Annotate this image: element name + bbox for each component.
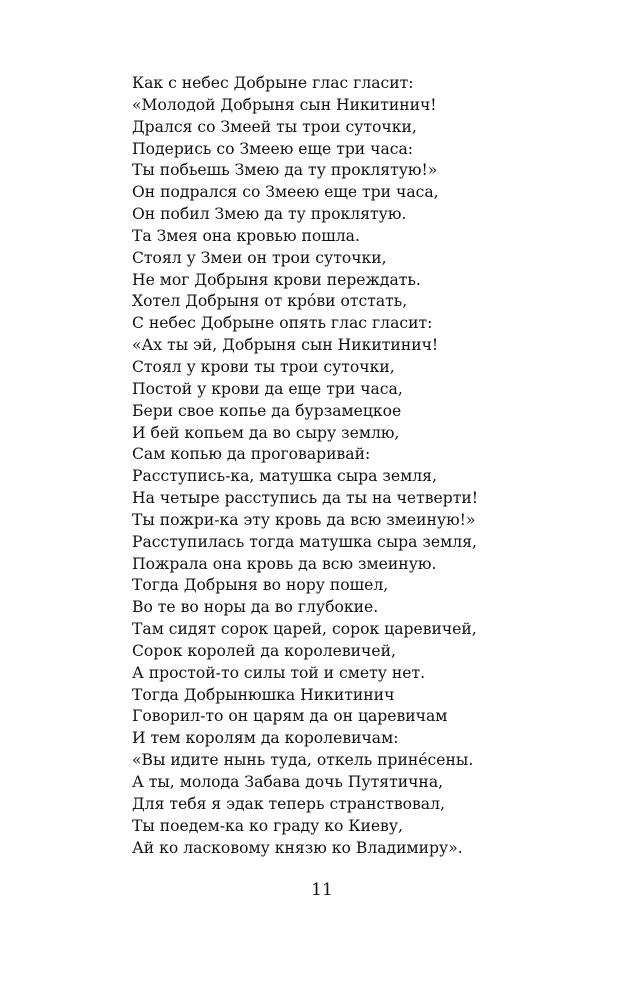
poem-line: Ты пожри-ка эту кровь да всю змеиную!» — [132, 510, 476, 529]
poem-line: Он побил Змею да ту проклятую. — [132, 205, 407, 224]
poem-line: И тем королям да королевичам: — [132, 729, 399, 748]
poem-line: «Молодой Добрыня сын Никитинич! — [132, 95, 437, 114]
poem-line: Стоял у Змеи он трои суточки, — [132, 248, 387, 267]
poem-line: Пожрала она кровь да всю змеиную. — [132, 554, 437, 573]
poem-line: Говорил-то он царям да он царевичам — [132, 707, 448, 726]
poem-line: Хотел Добрыня от кро́ви отстать, — [132, 292, 408, 311]
poem-line: Стоял у крови ты трои суточки, — [132, 357, 395, 376]
poem-line: Расступилась тогда матушка сыра земля, — [132, 532, 477, 551]
poem-line: Там сидят сорок царей, сорок царевичей, — [132, 620, 477, 639]
poem-line: И бей копьем да во сыру землю, — [132, 423, 400, 442]
poem-line: Ай ко ласковому князю ко Владимиру». — [132, 838, 463, 857]
poem-line: С небес Добрыне опять глас гласит: — [132, 314, 433, 333]
poem-line: А простой-то силы той и смету нет. — [132, 663, 426, 682]
poem-line: Сам копью да проговаривай: — [132, 445, 371, 464]
poem-line: На четыре расступись да ты на четверти! — [132, 489, 479, 508]
poem-line: Подерись со Змеею еще три часа: — [132, 139, 414, 158]
poem-line: Не мог Добрыня крови переждать. — [132, 270, 421, 289]
poem-line: Сорок королей да королевичей, — [132, 641, 396, 660]
poem-line: Та Змея она кровью пошла. — [132, 226, 360, 245]
poem-line: Расступись-ка, матушка сыра земля, — [132, 467, 437, 486]
poem-text — [132, 73, 612, 859]
poem-line: Постой у крови да еще три часа, — [132, 379, 403, 398]
poem-line: А ты, молода Забава дочь Путятична, — [132, 773, 444, 791]
poem-line: Бери свое копье да бурзамецкое — [132, 401, 402, 420]
poem-line: Он подрался со Змеею еще три часа, — [132, 183, 439, 202]
poem-line: Для тебя я эдак теперь странствовал, — [132, 794, 445, 813]
poem-line: Как с небес Добрыне глас гласит: — [132, 74, 414, 92]
poem-line: Тогда Добрынюшка Никитинич — [132, 685, 395, 704]
poem-line: «Ах ты эй, Добрыня сын Никитинич! — [132, 336, 439, 355]
poem-line: Тогда Добрыня во нору пошел, — [132, 576, 389, 595]
poem-line: Во те во норы да во глубокие. — [132, 598, 379, 617]
poem-line: Дрался со Змеей ты трои суточки, — [132, 117, 417, 136]
poem-line: Ты поедем-ка ко граду ко Киеву, — [132, 816, 403, 835]
poem-line: «Вы идите нынь туда, откель прине́сены. — [132, 751, 474, 770]
poem-line: Ты побьешь Змею да ту проклятую!» — [132, 161, 438, 180]
page-number: 11 — [311, 880, 333, 900]
